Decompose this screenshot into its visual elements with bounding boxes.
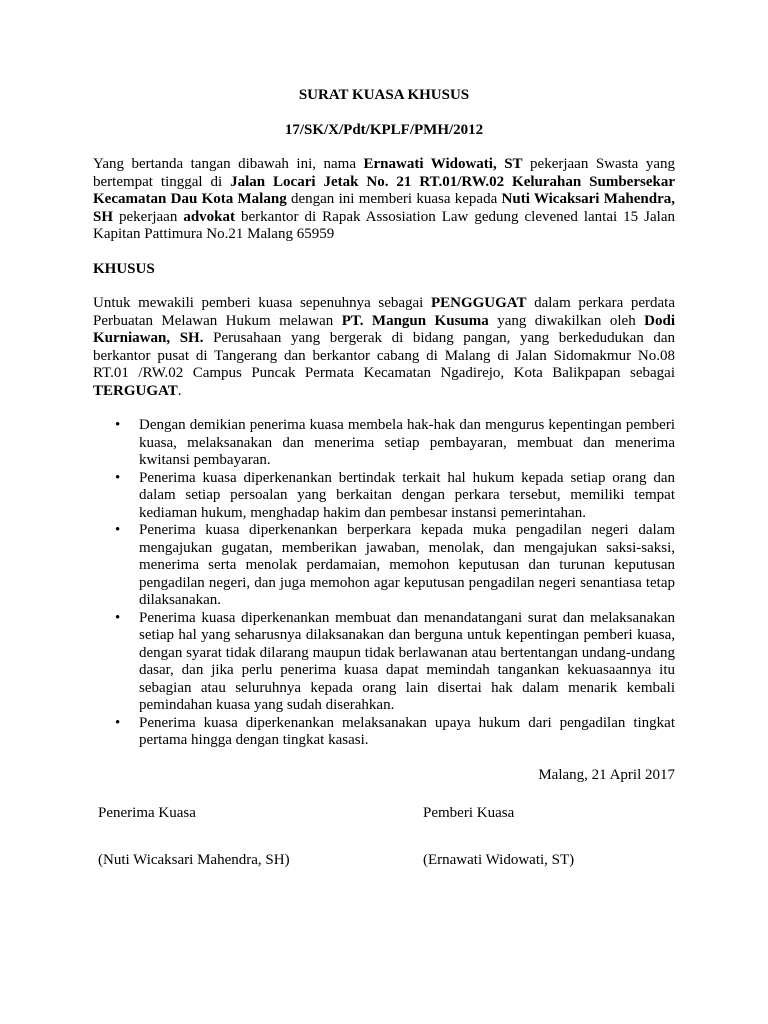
letter-number: 17/SK/X/Pdt/KPLF/PMH/2012 bbox=[284, 121, 484, 138]
intro-text-2: pekerjaan Swasta yang bertempat tinggal di bbox=[93, 156, 675, 190]
mandate-text-5: . bbox=[177, 382, 182, 399]
list-item-text: Penerima kuasa diperkenankan berperkara kepada muka pengadilan negeri dalam mengajukan gugatan, memberikan jawaban, menolak, dan mengajukan saksi-saksi, menerima serta menolak perdamaian, memohon keputusan dan turunan keputusan pengadilan negeri, dan juga memohon agar keputusan pengadilan negeri senantiasa tetap dilaksanakan. bbox=[139, 522, 675, 608]
signature-labels bbox=[93, 805, 675, 822]
receiver-name: (Nuti Wicaksari Mahendra, SH) bbox=[98, 852, 290, 868]
intro-text-4: pekerjaan bbox=[113, 208, 184, 225]
list-item bbox=[93, 522, 675, 610]
authority-list bbox=[93, 417, 675, 750]
khusus-heading: KHUSUS bbox=[93, 260, 155, 277]
giver-label: Pemberi Kuasa bbox=[423, 805, 515, 821]
signature-names bbox=[93, 852, 675, 869]
plaintiff-label: PENGGUGAT bbox=[430, 295, 527, 311]
list-item bbox=[93, 417, 675, 470]
intro-text-1: Yang bertanda tangan dibawah ini, nama bbox=[93, 156, 364, 172]
intro-paragraph bbox=[93, 156, 675, 244]
grantor-name: Ernawati Widowati, ST bbox=[363, 156, 523, 172]
list-item bbox=[93, 715, 675, 750]
bullet-icon: • bbox=[115, 714, 121, 731]
mandate-text-2: dalam perkara perdata Perbuatan Melawan Hukum melawan bbox=[93, 295, 676, 329]
bullet-icon: • bbox=[115, 522, 121, 538]
list-item-text: Penerima kuasa diperkenankan bertindak terkait hal hukum kepada setiap orang dan dalam setiap persoalan yang berkaitan dengan perkara tersebut, memiliki tempat kediaman hukum, menghadap hakim dan pembesar instansi pemerintahan. bbox=[139, 469, 675, 521]
intro-text-5: berkantor di Rapak Assosiation Law gedung clevened lantai 15 Jalan Kapitan Pattimura No.21 Malang 65959 bbox=[93, 208, 675, 242]
list-item-text: Dengan demikian penerima kuasa membela hak-hak dan mengurus kepentingan pemberi kuasa, melaksanakan dan menerima setiap pembayaran, membuat dan menerima kwitansi pembayaran. bbox=[139, 417, 675, 468]
intro-text-3: dengan ini memberi kuasa kepada bbox=[286, 191, 502, 207]
list-item bbox=[93, 610, 675, 715]
list-item-text: Penerima kuasa diperkenankan melaksanakan upaya hukum dari pengadilan tingkat pertama hingga dengan tingkat kasasi. bbox=[139, 714, 675, 748]
letter-page bbox=[93, 87, 675, 869]
letter-title: SURAT KUASA KHUSUS bbox=[298, 87, 470, 103]
receiver-label: Penerima Kuasa bbox=[98, 805, 196, 821]
defendant-representative: Dodi Kurniawan, SH. bbox=[93, 312, 675, 346]
defendant-label: TERGUGAT bbox=[93, 382, 178, 399]
attorney-name: Nuti Wicaksari Mahendra, SH bbox=[93, 191, 675, 225]
grantor-address: Jalan Locari Jetak No. 21 RT.01/RW.02 Kelurahan Sumbersekar Kecamatan Dau Kota Malang bbox=[93, 173, 675, 207]
letter-date: Malang, 21 April 2017 bbox=[538, 766, 675, 783]
defendant-company: PT. Mangun Kusuma bbox=[341, 312, 489, 329]
attorney-occupation: advokat bbox=[183, 208, 236, 225]
bullet-icon: • bbox=[115, 417, 121, 433]
list-item-text: Penerima kuasa diperkenankan membuat dan menandatangani surat dan melaksanakan setiap hal yang seharusnya dilaksanakan dan berguna untuk kepentingan pemberi kuasa, dengan syarat tidak dilarang maupun tidak berlawanan atau bertentangan undang-undang dasar, dan jika perlu penerima kuasa dapat memindah tangankan kekuasaannya itu sebagian atau seluruhnya kepada orang lain disertai hak dalam menarik kembali pemindahan kuasa yang sudah diserahkan. bbox=[139, 609, 675, 713]
mandate-text-1: Untuk mewakili pemberi kuasa sepenuhnya sebagai bbox=[93, 295, 431, 311]
list-item bbox=[93, 470, 675, 523]
bullet-icon: • bbox=[115, 609, 121, 626]
giver-name: (Ernawati Widowati, ST) bbox=[423, 852, 575, 868]
mandate-text-4: Perusahaan yang bergerak di bidang pangan, yang berkedudukan dan berkantor pusat di Tangerang dan berkantor cabang di Malang di Jalan Sidomakmur No.08 RT.01 /RW.02 Campus Puncak Permata Kecamatan Ngadirejo, Kota Balikpapan sebagai bbox=[93, 330, 675, 381]
bullet-icon: • bbox=[115, 469, 121, 486]
mandate-paragraph bbox=[93, 295, 675, 400]
mandate-text-3: yang diwakilkan oleh bbox=[488, 312, 645, 329]
